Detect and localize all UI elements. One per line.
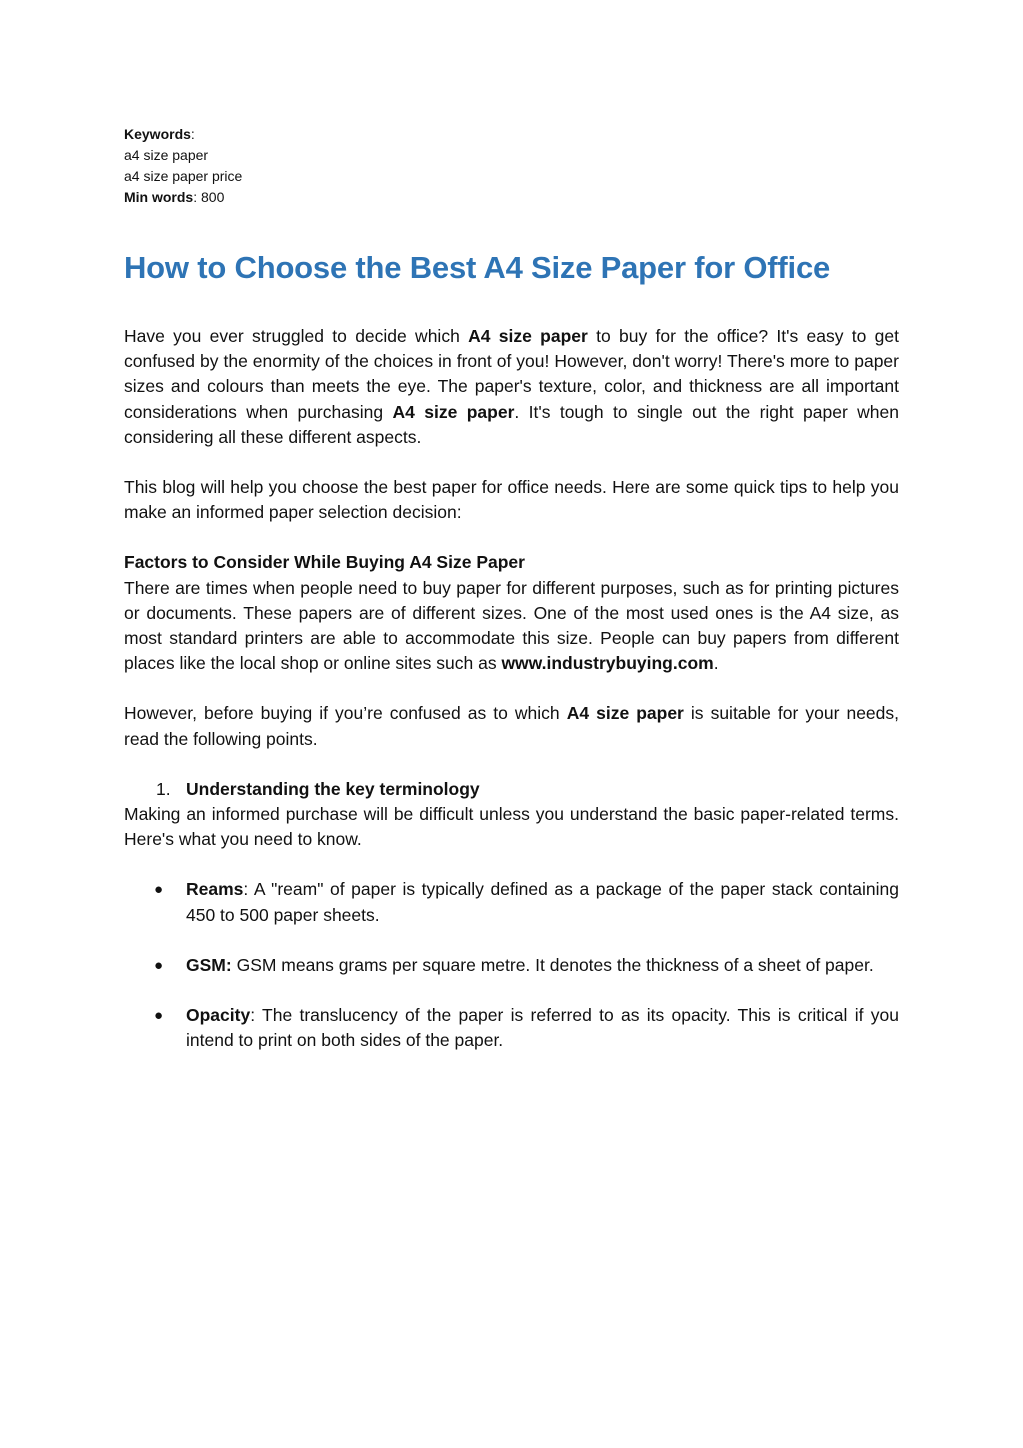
blog-paragraph: This blog will help you choose the best paper for office needs. Here are some quick tips to help you make an informed paper selection decision:: [124, 477, 899, 523]
factors-end: .: [713, 653, 719, 674]
list-item: [124, 877, 899, 927]
list-item: [124, 953, 899, 978]
bullet-icon: ●: [154, 1007, 164, 1025]
keyword-item: a4 size paper: [124, 147, 209, 163]
however-bold: A4 size paper: [566, 703, 684, 724]
intro-text-1: Have you ever struggled to decide which: [124, 326, 469, 346]
terminology-list: [124, 877, 899, 1053]
intro-bold-2: A4 size paper: [392, 401, 515, 422]
bullet-text: A "ream" of paper is typically defined as a package of the paper stack containing 450 to 500 paper sheets.: [186, 879, 900, 925]
bullet-text: The translucency of the paper is referred to as its opacity. This is critical if you intend to print on both sides of the paper.: [186, 1005, 899, 1051]
factors-paragraph: [124, 576, 899, 677]
however-text-2: is suitable for your needs, read the following points.: [124, 703, 900, 749]
bullet-sep: :: [243, 879, 254, 900]
section-1-paragraph: Making an informed purchase will be difficult unless you understand the basic paper-related terms. Here's what you need to know.: [124, 804, 899, 850]
bullet-icon: ●: [154, 956, 164, 974]
keywords-line: Keywords:: [124, 126, 195, 142]
page-title: How to Choose the Best A4 Size Paper for Office: [124, 250, 831, 285]
section-1-title: Understanding the key terminology: [186, 778, 480, 799]
however-text-1: However, before buying if you’re confused as to which: [124, 703, 567, 724]
min-words-value: 800: [201, 189, 225, 205]
factors-text: There are times when people need to buy paper for different purposes, such as for printing pictures or documents. These papers are of different sizes. One of the most used ones is the A4 size, as most standard printers are able to accommodate this size. People can buy papers from different places like the local shop or online sites such as: [124, 577, 899, 674]
section-1-heading: [124, 777, 899, 802]
keyword-item: a4 size paper price: [124, 168, 243, 184]
bullet-term: GSM:: [186, 954, 232, 975]
industrybuying-link[interactable]: www.industrybuying.com: [501, 653, 714, 674]
keywords-label: Keywords: [124, 126, 191, 142]
meta-block: [124, 124, 899, 208]
bullet-text: GSM means grams per square metre. It denotes the thickness of a sheet of paper.: [236, 954, 874, 975]
list-item: [124, 1003, 899, 1053]
intro-bold-1: A4 size paper: [468, 326, 588, 346]
intro-text-3: . It's tough to single out the right paper when considering all these different aspects.: [124, 401, 899, 447]
min-words-label: Min words: [124, 189, 194, 205]
document-page: [124, 124, 899, 1078]
intro-text-2: to buy for the office? It's easy to get confused by the enormity of the choices in front of you! However, don't worry! There's more to paper sizes and colours than meets the eye. The paper's texture, color, and thickness are all important considerations when purchasing: [124, 326, 900, 422]
min-words-line: Min words: 800: [124, 189, 225, 205]
bullet-sep: :: [250, 1005, 263, 1026]
bullet-icon: ●: [154, 881, 164, 899]
factors-heading: Factors to Consider While Buying A4 Size Paper: [124, 552, 525, 573]
however-paragraph: [124, 701, 899, 751]
intro-paragraph: [124, 324, 899, 450]
bullet-term: Opacity: [186, 1005, 251, 1026]
section-number: 1.: [156, 778, 171, 799]
bullet-term: Reams: [186, 879, 244, 900]
